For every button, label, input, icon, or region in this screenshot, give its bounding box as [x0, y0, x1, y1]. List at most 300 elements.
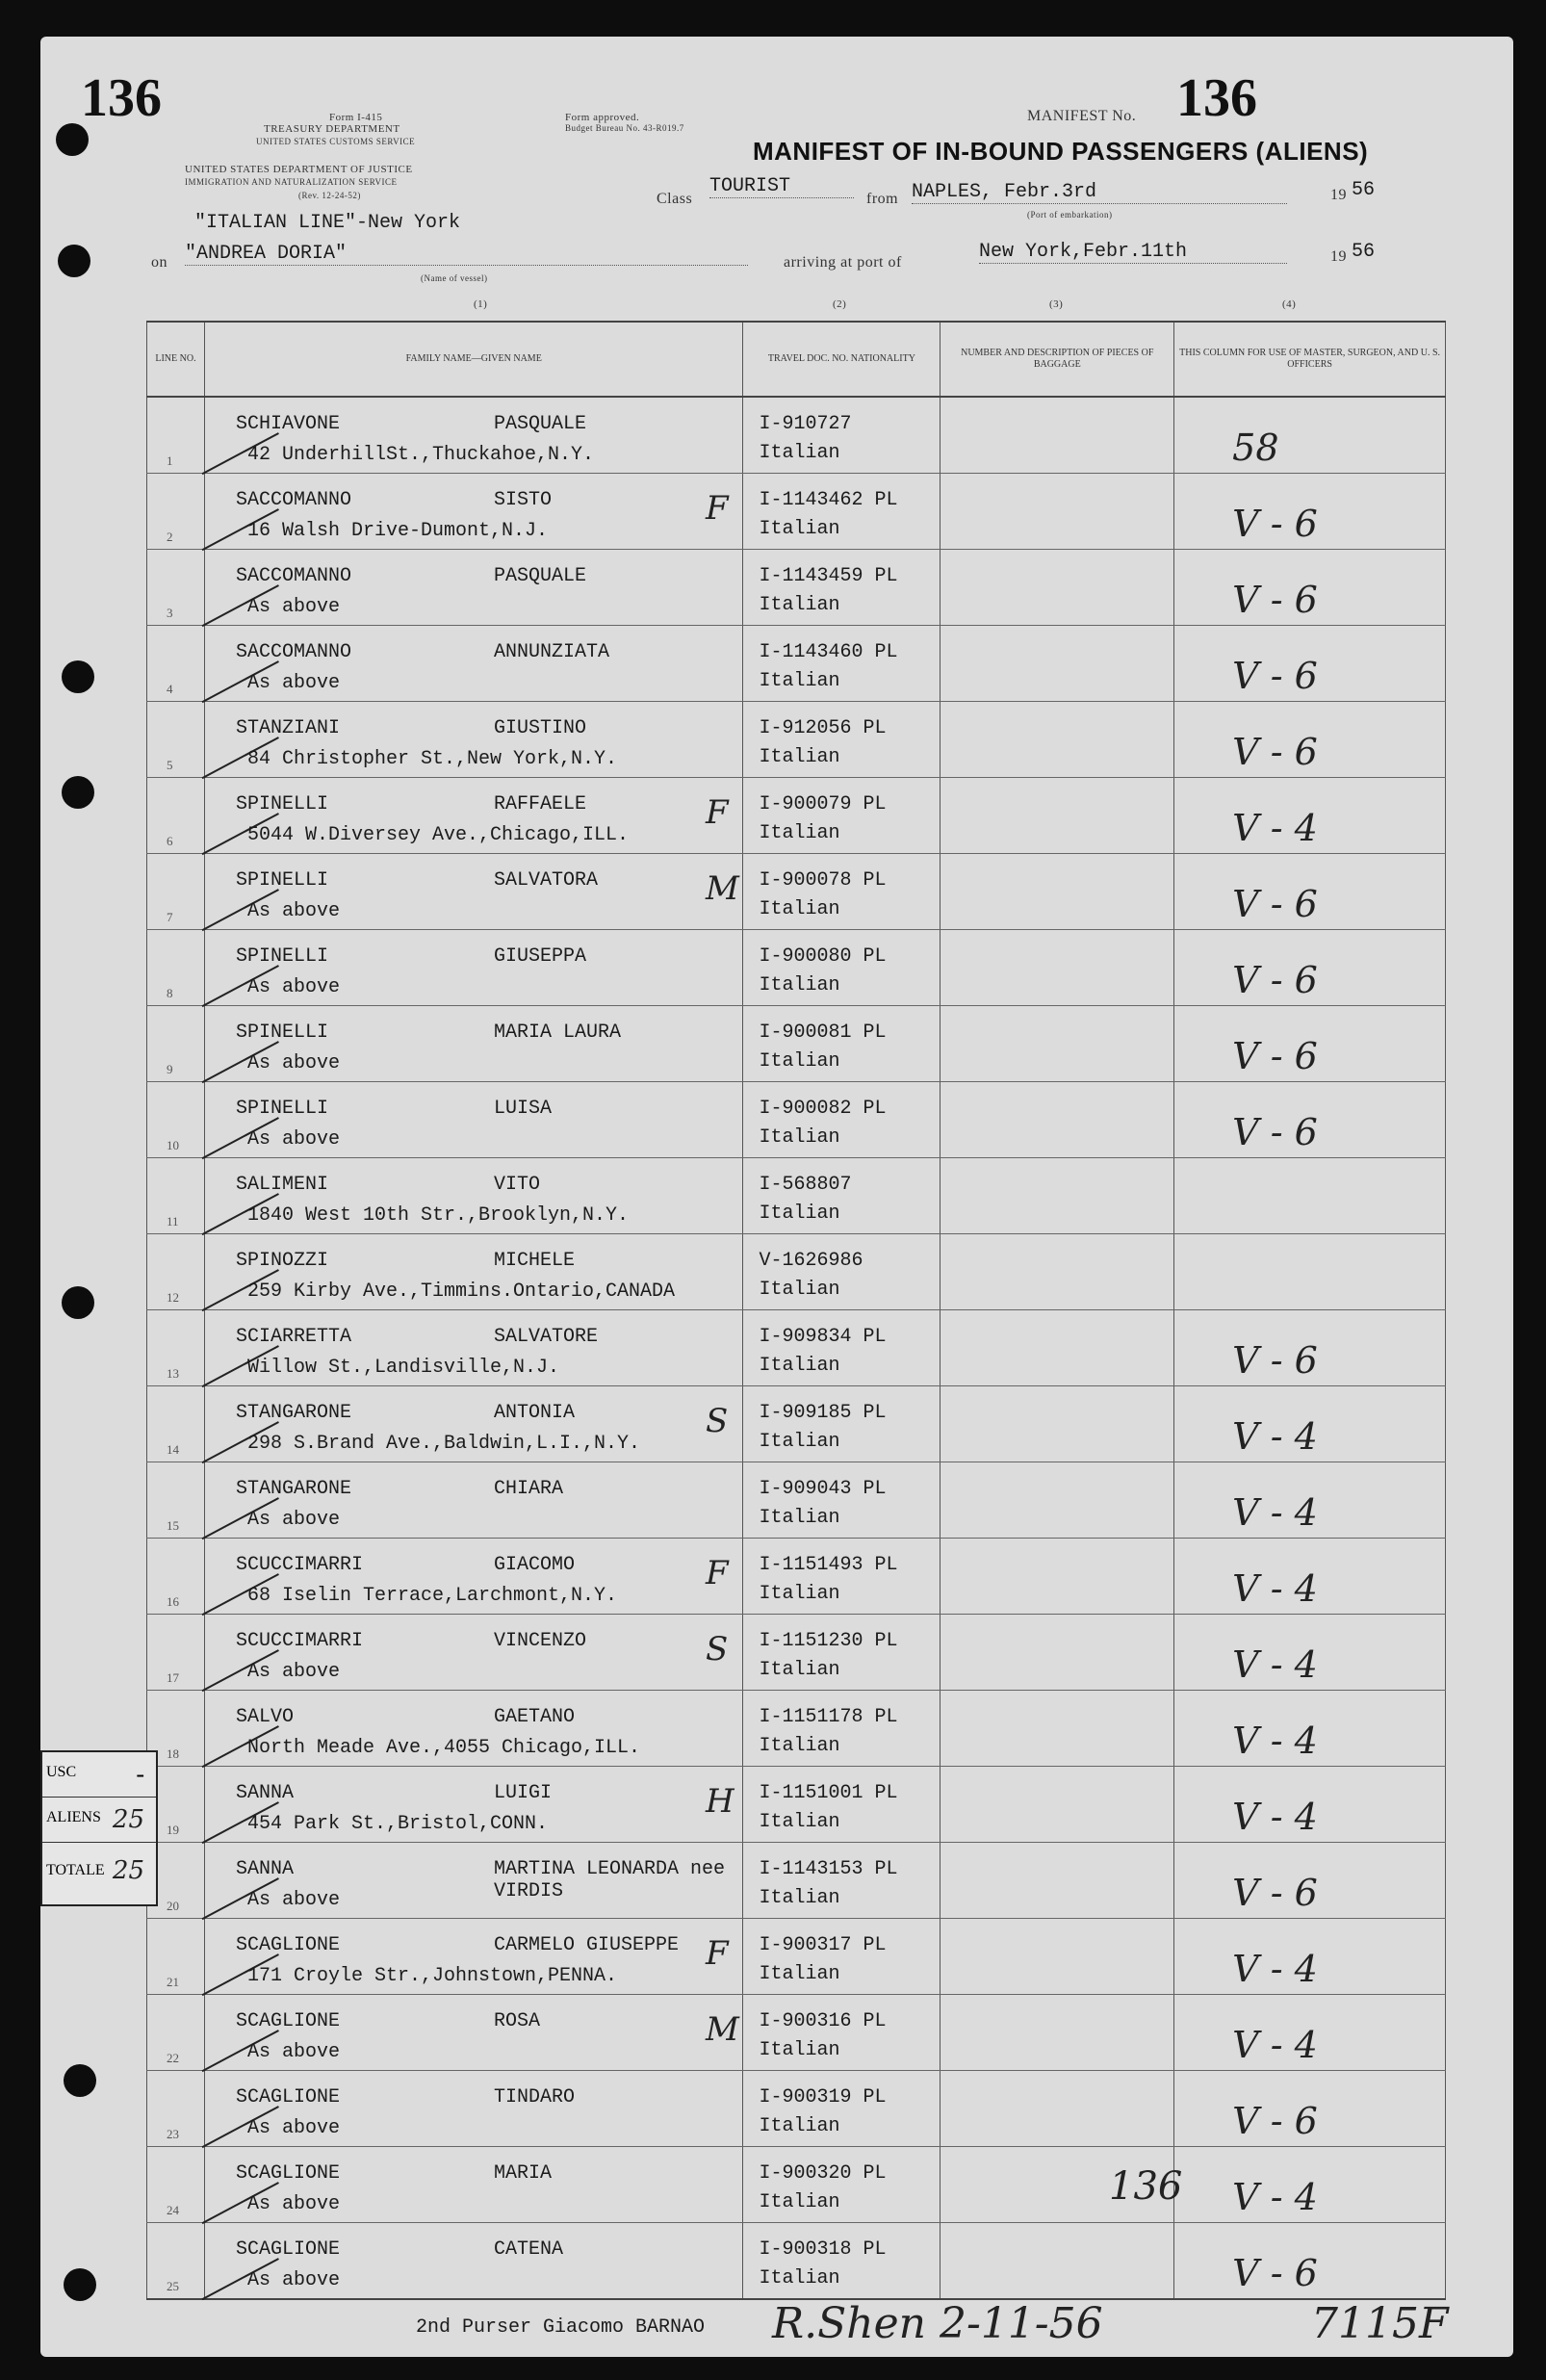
nationality: Italian	[759, 898, 840, 920]
name-cell	[204, 2147, 743, 2223]
travel-doc-cell	[743, 1158, 940, 1234]
baggage-cell	[940, 702, 1174, 778]
header-officers: THIS COLUMN FOR USE OF MASTER, SURGEON, AND U. S. OFFICERS	[1174, 322, 1446, 397]
given-name: GAETANO	[493, 1706, 575, 1728]
nationality: Italian	[759, 442, 840, 464]
baggage-cell	[940, 550, 1174, 626]
given-name: GIACOMO	[493, 1554, 575, 1576]
given-name: ANNUNZIATA	[493, 641, 609, 663]
given-name: VINCENZO	[493, 1630, 586, 1652]
manifest-page	[40, 37, 1513, 2357]
officers-cell	[1174, 1919, 1446, 1995]
family-name: SPINELLI	[235, 869, 328, 892]
baggage-cell	[940, 1386, 1174, 1462]
given-name: PASQUALE	[493, 565, 586, 587]
travel-doc-number: V-1626986	[759, 1250, 863, 1272]
officers-cell	[1174, 1462, 1446, 1539]
table-row	[147, 1006, 1446, 1082]
table-row	[147, 1691, 1446, 1767]
family-name: SANNA	[235, 1782, 294, 1804]
manifest-number: 136	[1176, 68, 1257, 128]
col-number-1: (1)	[474, 298, 488, 310]
family-name: SACCOMANNO	[235, 641, 351, 663]
vessel-prefix: on	[151, 254, 167, 271]
baggage-cell	[940, 1158, 1174, 1234]
officer-mark: V - 6	[1232, 731, 1318, 773]
nationality: Italian	[759, 670, 840, 692]
address: As above	[246, 1509, 340, 1531]
line-number: 12	[167, 1290, 179, 1305]
name-cell	[204, 1539, 743, 1615]
officer-mark: V - 6	[1232, 2100, 1318, 2142]
col-number-3: (3)	[1049, 298, 1064, 310]
name-cell	[204, 1462, 743, 1539]
name-cell	[204, 2071, 743, 2147]
punch-hole	[64, 2268, 96, 2301]
given-name: ROSA	[493, 2010, 540, 2032]
officer-mark: V - 4	[1232, 2024, 1318, 2066]
travel-doc-number: I-1151178 PL	[759, 1706, 898, 1728]
line-number: 14	[167, 1442, 179, 1457]
baggage-cell	[940, 626, 1174, 702]
customs-service: UNITED STATES CUSTOMS SERVICE	[256, 137, 416, 146]
travel-doc-cell	[743, 854, 940, 930]
baggage-cell	[940, 1234, 1174, 1310]
table-row	[147, 1158, 1446, 1234]
travel-doc-number: I-909834 PL	[759, 1326, 887, 1348]
travel-doc-cell	[743, 778, 940, 854]
officer-signature: R.Shen 2-11-56	[772, 2299, 1103, 2348]
given-name: RAFFAELE	[493, 793, 586, 815]
travel-doc-number: I-909043 PL	[759, 1478, 887, 1500]
travel-doc-number: I-909185 PL	[759, 1402, 887, 1424]
handwritten-side-note: S	[705, 1630, 729, 1669]
given-name: LUIGI	[493, 1782, 552, 1804]
officers-cell	[1174, 550, 1446, 626]
officer-mark: V - 6	[1232, 1339, 1318, 1382]
table-row	[147, 1462, 1446, 1539]
officers-cell	[1174, 1615, 1446, 1691]
family-name: SCAGLIONE	[235, 1934, 340, 1956]
embarkation-caption: (Port of embarkation)	[1027, 210, 1113, 220]
name-cell	[204, 2223, 743, 2300]
officer-mark: V - 6	[1232, 1111, 1318, 1153]
table-row	[147, 778, 1446, 854]
officer-mark: 58	[1232, 427, 1279, 469]
family-name: SCIARRETTA	[235, 1326, 351, 1348]
travel-doc-cell	[743, 397, 940, 474]
arrival-year-value: 56	[1352, 241, 1376, 263]
officers-cell	[1174, 1539, 1446, 1615]
table-header-row	[147, 322, 1446, 397]
from-label: from	[866, 191, 899, 207]
passenger-table	[146, 321, 1446, 2300]
line-number: 9	[167, 1062, 173, 1076]
table-row	[147, 2071, 1446, 2147]
table-row	[147, 1310, 1446, 1386]
nationality: Italian	[759, 1887, 840, 1909]
tally-box	[40, 1750, 158, 1906]
family-name: SCAGLIONE	[235, 2238, 340, 2261]
family-name: SPINOZZI	[235, 1250, 328, 1272]
officer-mark: V - 4	[1232, 1643, 1318, 1686]
line-number: 21	[167, 1975, 179, 1989]
class-value: TOURIST	[709, 175, 854, 198]
line-number: 18	[167, 1746, 179, 1761]
line-number: 23	[167, 2127, 179, 2141]
address: As above	[246, 1052, 340, 1074]
officer-mark: V - 6	[1232, 655, 1318, 697]
justice-dept: UNITED STATES DEPARTMENT OF JUSTICE	[185, 164, 413, 175]
officers-cell	[1174, 1691, 1446, 1767]
officers-cell	[1174, 2071, 1446, 2147]
line-number: 13	[167, 1366, 179, 1381]
given-name: CATENA	[493, 2238, 563, 2261]
officers-cell	[1174, 778, 1446, 854]
officer-mark: V - 6	[1232, 2252, 1318, 2294]
line-number: 19	[167, 1823, 179, 1837]
family-name: SPINELLI	[235, 1022, 328, 1044]
travel-doc-number: I-1151230 PL	[759, 1630, 898, 1652]
header-travel-doc: TRAVEL DOC. NO. NATIONALITY	[743, 322, 940, 397]
nationality: Italian	[759, 2267, 840, 2289]
nationality: Italian	[759, 1507, 840, 1529]
travel-doc-cell	[743, 2147, 940, 2223]
address: As above	[246, 1128, 340, 1151]
address: As above	[246, 1661, 340, 1683]
officer-mark: V - 4	[1232, 1720, 1318, 1762]
table-row	[147, 1539, 1446, 1615]
nationality: Italian	[759, 1583, 840, 1605]
embarkation-port: NAPLES, Febr.3rd	[912, 181, 1287, 204]
baggage-cell	[940, 474, 1174, 550]
line-number: 4	[167, 682, 173, 696]
budget-bureau: Budget Bureau No. 43-R019.7	[565, 123, 684, 133]
punch-hole	[62, 1286, 94, 1319]
officer-mark: V - 4	[1232, 1796, 1318, 1838]
officers-cell	[1174, 1234, 1446, 1310]
travel-doc-number: I-900081 PL	[759, 1022, 887, 1044]
table-row	[147, 1995, 1446, 2071]
officers-cell	[1174, 1310, 1446, 1386]
travel-doc-number: I-900316 PL	[759, 2010, 887, 2032]
address: As above	[246, 900, 340, 922]
line-number: 22	[167, 2051, 179, 2065]
table-row	[147, 702, 1446, 778]
table-row	[147, 1234, 1446, 1310]
travel-doc-number: I-900320 PL	[759, 2162, 887, 2185]
given-name: SALVATORE	[493, 1326, 598, 1348]
table-row	[147, 626, 1446, 702]
address: As above	[246, 2041, 340, 2063]
table-row	[147, 474, 1446, 550]
nationality: Italian	[759, 1126, 840, 1149]
baggage-cell	[940, 854, 1174, 930]
name-cell	[204, 1082, 743, 1158]
travel-doc-cell	[743, 1767, 940, 1843]
name-cell	[204, 1843, 743, 1919]
nationality: Italian	[759, 1811, 840, 1833]
punch-hole	[62, 660, 94, 693]
travel-doc-cell	[743, 2223, 940, 2300]
travel-doc-number: I-900317 PL	[759, 1934, 887, 1956]
table-row	[147, 2223, 1446, 2300]
handwritten-side-note: S	[705, 1402, 729, 1440]
line-number: 7	[167, 910, 173, 924]
travel-doc-number: I-900080 PL	[759, 945, 887, 968]
form-approved: Form approved.	[565, 112, 640, 123]
given-name: PASQUALE	[493, 413, 586, 435]
address: 5044 W.Diversey Ave.,Chicago,ILL.	[246, 824, 630, 846]
address: North Meade Ave.,4055 Chicago,ILL.	[246, 1737, 641, 1759]
officers-cell	[1174, 1082, 1446, 1158]
form-number: Form I-415	[329, 112, 383, 123]
name-cell	[204, 1386, 743, 1462]
given-name: ANTONIA	[493, 1402, 575, 1424]
name-cell	[204, 930, 743, 1006]
baggage-cell	[940, 1615, 1174, 1691]
name-cell	[204, 550, 743, 626]
officers-cell	[1174, 2223, 1446, 2300]
travel-doc-cell	[743, 1919, 940, 1995]
handwritten-side-note: M	[705, 2010, 739, 2049]
name-cell	[204, 1006, 743, 1082]
line-number: 2	[167, 530, 173, 544]
travel-doc-cell	[743, 702, 940, 778]
year-value: 56	[1352, 179, 1376, 201]
handwritten-side-note: F	[705, 1554, 729, 1592]
travel-doc-number: I-900082 PL	[759, 1098, 887, 1120]
name-cell	[204, 474, 743, 550]
baggage-cell	[940, 397, 1174, 474]
line-number: 17	[167, 1670, 179, 1685]
family-name: SANNA	[235, 1858, 294, 1880]
line-number: 20	[167, 1899, 179, 1913]
travel-doc-cell	[743, 1843, 940, 1919]
year-prefix: 19	[1330, 187, 1347, 203]
nationality: Italian	[759, 1050, 840, 1073]
given-name: GIUSTINO	[493, 717, 586, 739]
tally-totale: TOTALE 25	[46, 1856, 144, 1885]
baggage-cell	[940, 1919, 1174, 1995]
line-number: 3	[167, 606, 173, 620]
family-name: SCUCCIMARRI	[235, 1554, 363, 1576]
officer-mark: V - 6	[1232, 503, 1318, 545]
family-name: SALVO	[235, 1706, 294, 1728]
family-name: SCAGLIONE	[235, 2162, 340, 2185]
travel-doc-number: I-912056 PL	[759, 717, 887, 739]
handwritten-side-note: H	[705, 1782, 734, 1821]
address: As above	[246, 2193, 340, 2215]
travel-doc-cell	[743, 1006, 940, 1082]
line-number: 10	[167, 1138, 179, 1152]
given-name: MARIA LAURA	[493, 1022, 621, 1044]
punch-hole	[64, 2064, 96, 2097]
name-cell	[204, 1310, 743, 1386]
name-cell	[204, 1234, 743, 1310]
travel-doc-number: I-900078 PL	[759, 869, 887, 892]
nationality: Italian	[759, 2191, 840, 2213]
address: 16 Walsh Drive-Dumont,N.J.	[246, 520, 549, 542]
table-row	[147, 930, 1446, 1006]
travel-doc-cell	[743, 474, 940, 550]
nationality: Italian	[759, 1431, 840, 1453]
travel-doc-cell	[743, 1539, 940, 1615]
officer-mark: V - 6	[1232, 1035, 1318, 1077]
family-name: SPINELLI	[235, 945, 328, 968]
family-name: SACCOMANNO	[235, 565, 351, 587]
given-name: GIUSEPPA	[493, 945, 586, 968]
name-cell	[204, 1158, 743, 1234]
nationality: Italian	[759, 1203, 840, 1225]
address: Willow St.,Landisville,N.J.	[246, 1357, 560, 1379]
address: 84 Christopher St.,New York,N.Y.	[246, 748, 618, 770]
officers-cell	[1174, 1767, 1446, 1843]
table-row	[147, 1386, 1446, 1462]
table-row	[147, 1082, 1446, 1158]
family-name: STANZIANI	[235, 717, 340, 739]
nationality: Italian	[759, 1279, 840, 1301]
baggage-cell	[940, 1767, 1174, 1843]
family-name: SACCOMANNO	[235, 489, 351, 511]
given-name: MARTINA LEONARDA nee VIRDIS	[493, 1858, 725, 1902]
nationality: Italian	[759, 746, 840, 768]
line-number: 16	[167, 1594, 179, 1609]
address: As above	[246, 1889, 340, 1911]
travel-doc-cell	[743, 1995, 940, 2071]
table-row	[147, 1615, 1446, 1691]
name-cell	[204, 778, 743, 854]
travel-doc-cell	[743, 1462, 940, 1539]
given-name: VITO	[493, 1174, 540, 1196]
given-name: CARMELO GIUSEPPE	[493, 1934, 679, 1956]
handwritten-side-note: M	[705, 869, 739, 908]
form-revision: (Rev. 12-24-52)	[298, 191, 361, 200]
travel-doc-number: I-1151493 PL	[759, 1554, 898, 1576]
name-cell	[204, 626, 743, 702]
family-name: SALIMENI	[235, 1174, 328, 1196]
baggage-cell	[940, 1539, 1174, 1615]
travel-doc-cell	[743, 1615, 940, 1691]
officer-mark: V - 6	[1232, 1872, 1318, 1914]
name-cell	[204, 702, 743, 778]
nationality: Italian	[759, 822, 840, 844]
travel-doc-number: I-1143153 PL	[759, 1858, 898, 1880]
travel-doc-number: I-1143460 PL	[759, 641, 898, 663]
address: 259 Kirby Ave.,Timmins.Ontario,CANADA	[246, 1281, 676, 1303]
travel-doc-number: I-568807	[759, 1174, 852, 1196]
given-name: SALVATORA	[493, 869, 598, 892]
officer-mark: V - 4	[1232, 1415, 1318, 1458]
table-row	[147, 1843, 1446, 1919]
officer-mark: V - 6	[1232, 959, 1318, 1001]
line-number: 24	[167, 2203, 179, 2217]
travel-doc-cell	[743, 1082, 940, 1158]
table-row	[147, 550, 1446, 626]
officer-mark: V - 4	[1232, 2176, 1318, 2218]
table-row	[147, 1767, 1446, 1843]
header-line-no: LINE NO.	[147, 322, 205, 397]
name-cell	[204, 397, 743, 474]
officer-mark: V - 4	[1232, 1948, 1318, 1990]
travel-doc-cell	[743, 626, 940, 702]
arrival-year-prefix: 19	[1330, 248, 1347, 265]
given-name: MICHELE	[493, 1250, 575, 1272]
nationality: Italian	[759, 518, 840, 540]
baggage-cell	[940, 1995, 1174, 2071]
line-number: 1	[167, 453, 173, 468]
address: 42 UnderhillSt.,Thuckahoe,N.Y.	[246, 444, 595, 466]
address: 1840 West 10th Str.,Brooklyn,N.Y.	[246, 1204, 630, 1227]
name-cell	[204, 854, 743, 930]
baggage-cell	[940, 1691, 1174, 1767]
officer-mark: V - 6	[1232, 883, 1318, 925]
travel-doc-number: I-910727	[759, 413, 852, 435]
line-number: 15	[167, 1518, 179, 1533]
travel-doc-number: I-1151001 PL	[759, 1782, 898, 1804]
address: 171 Croyle Str.,Johnstown,PENNA.	[246, 1965, 618, 1987]
travel-doc-cell	[743, 2071, 940, 2147]
travel-doc-number: I-1143459 PL	[759, 565, 898, 587]
officer-mark: V - 6	[1232, 579, 1318, 621]
travel-doc-number: I-900079 PL	[759, 793, 887, 815]
family-name: SPINELLI	[235, 793, 328, 815]
given-name: LUISA	[493, 1098, 552, 1120]
baggage-cell	[940, 930, 1174, 1006]
officer-mark: V - 4	[1232, 1567, 1318, 1610]
address: As above	[246, 976, 340, 998]
name-cell	[204, 1691, 743, 1767]
address: As above	[246, 2269, 340, 2291]
ins-service: IMMIGRATION AND NATURALIZATION SERVICE	[185, 177, 398, 187]
nationality: Italian	[759, 1963, 840, 1985]
baggage-cell	[940, 1082, 1174, 1158]
family-name: SPINELLI	[235, 1098, 328, 1120]
nationality: Italian	[759, 594, 840, 616]
corner-number: 136	[81, 68, 162, 128]
vessel-name: "ANDREA DORIA"	[185, 243, 748, 266]
arriving-label: arriving at port of	[784, 254, 902, 271]
line-number: 5	[167, 758, 173, 772]
header-baggage: NUMBER AND DESCRIPTION OF PIECES OF BAGGAGE	[940, 322, 1174, 397]
punch-hole	[62, 776, 94, 809]
officers-cell	[1174, 1386, 1446, 1462]
address: As above	[246, 672, 340, 694]
travel-doc-number: I-1143462 PL	[759, 489, 898, 511]
address: 454 Park St.,Bristol,CONN.	[246, 1813, 549, 1835]
name-cell	[204, 1615, 743, 1691]
travel-doc-cell	[743, 550, 940, 626]
name-cell	[204, 1919, 743, 1995]
table-row	[147, 2147, 1446, 2223]
baggage-cell	[940, 778, 1174, 854]
baggage-cell	[940, 1462, 1174, 1539]
travel-doc-cell	[743, 1691, 940, 1767]
table-row	[147, 397, 1446, 474]
name-cell	[204, 1767, 743, 1843]
table-row	[147, 1919, 1446, 1995]
officers-cell	[1174, 2147, 1446, 2223]
officer-mark: V - 4	[1232, 1491, 1318, 1534]
tally-usc: USC -	[42, 1752, 156, 1798]
baggage-note: 136	[1109, 2164, 1183, 2209]
officers-cell	[1174, 854, 1446, 930]
travel-doc-number: I-900319 PL	[759, 2086, 887, 2108]
officers-cell	[1174, 930, 1446, 1006]
manifest-label: MANIFEST No.	[1027, 108, 1137, 124]
line-number: 6	[167, 834, 173, 848]
baggage-cell	[940, 1006, 1174, 1082]
